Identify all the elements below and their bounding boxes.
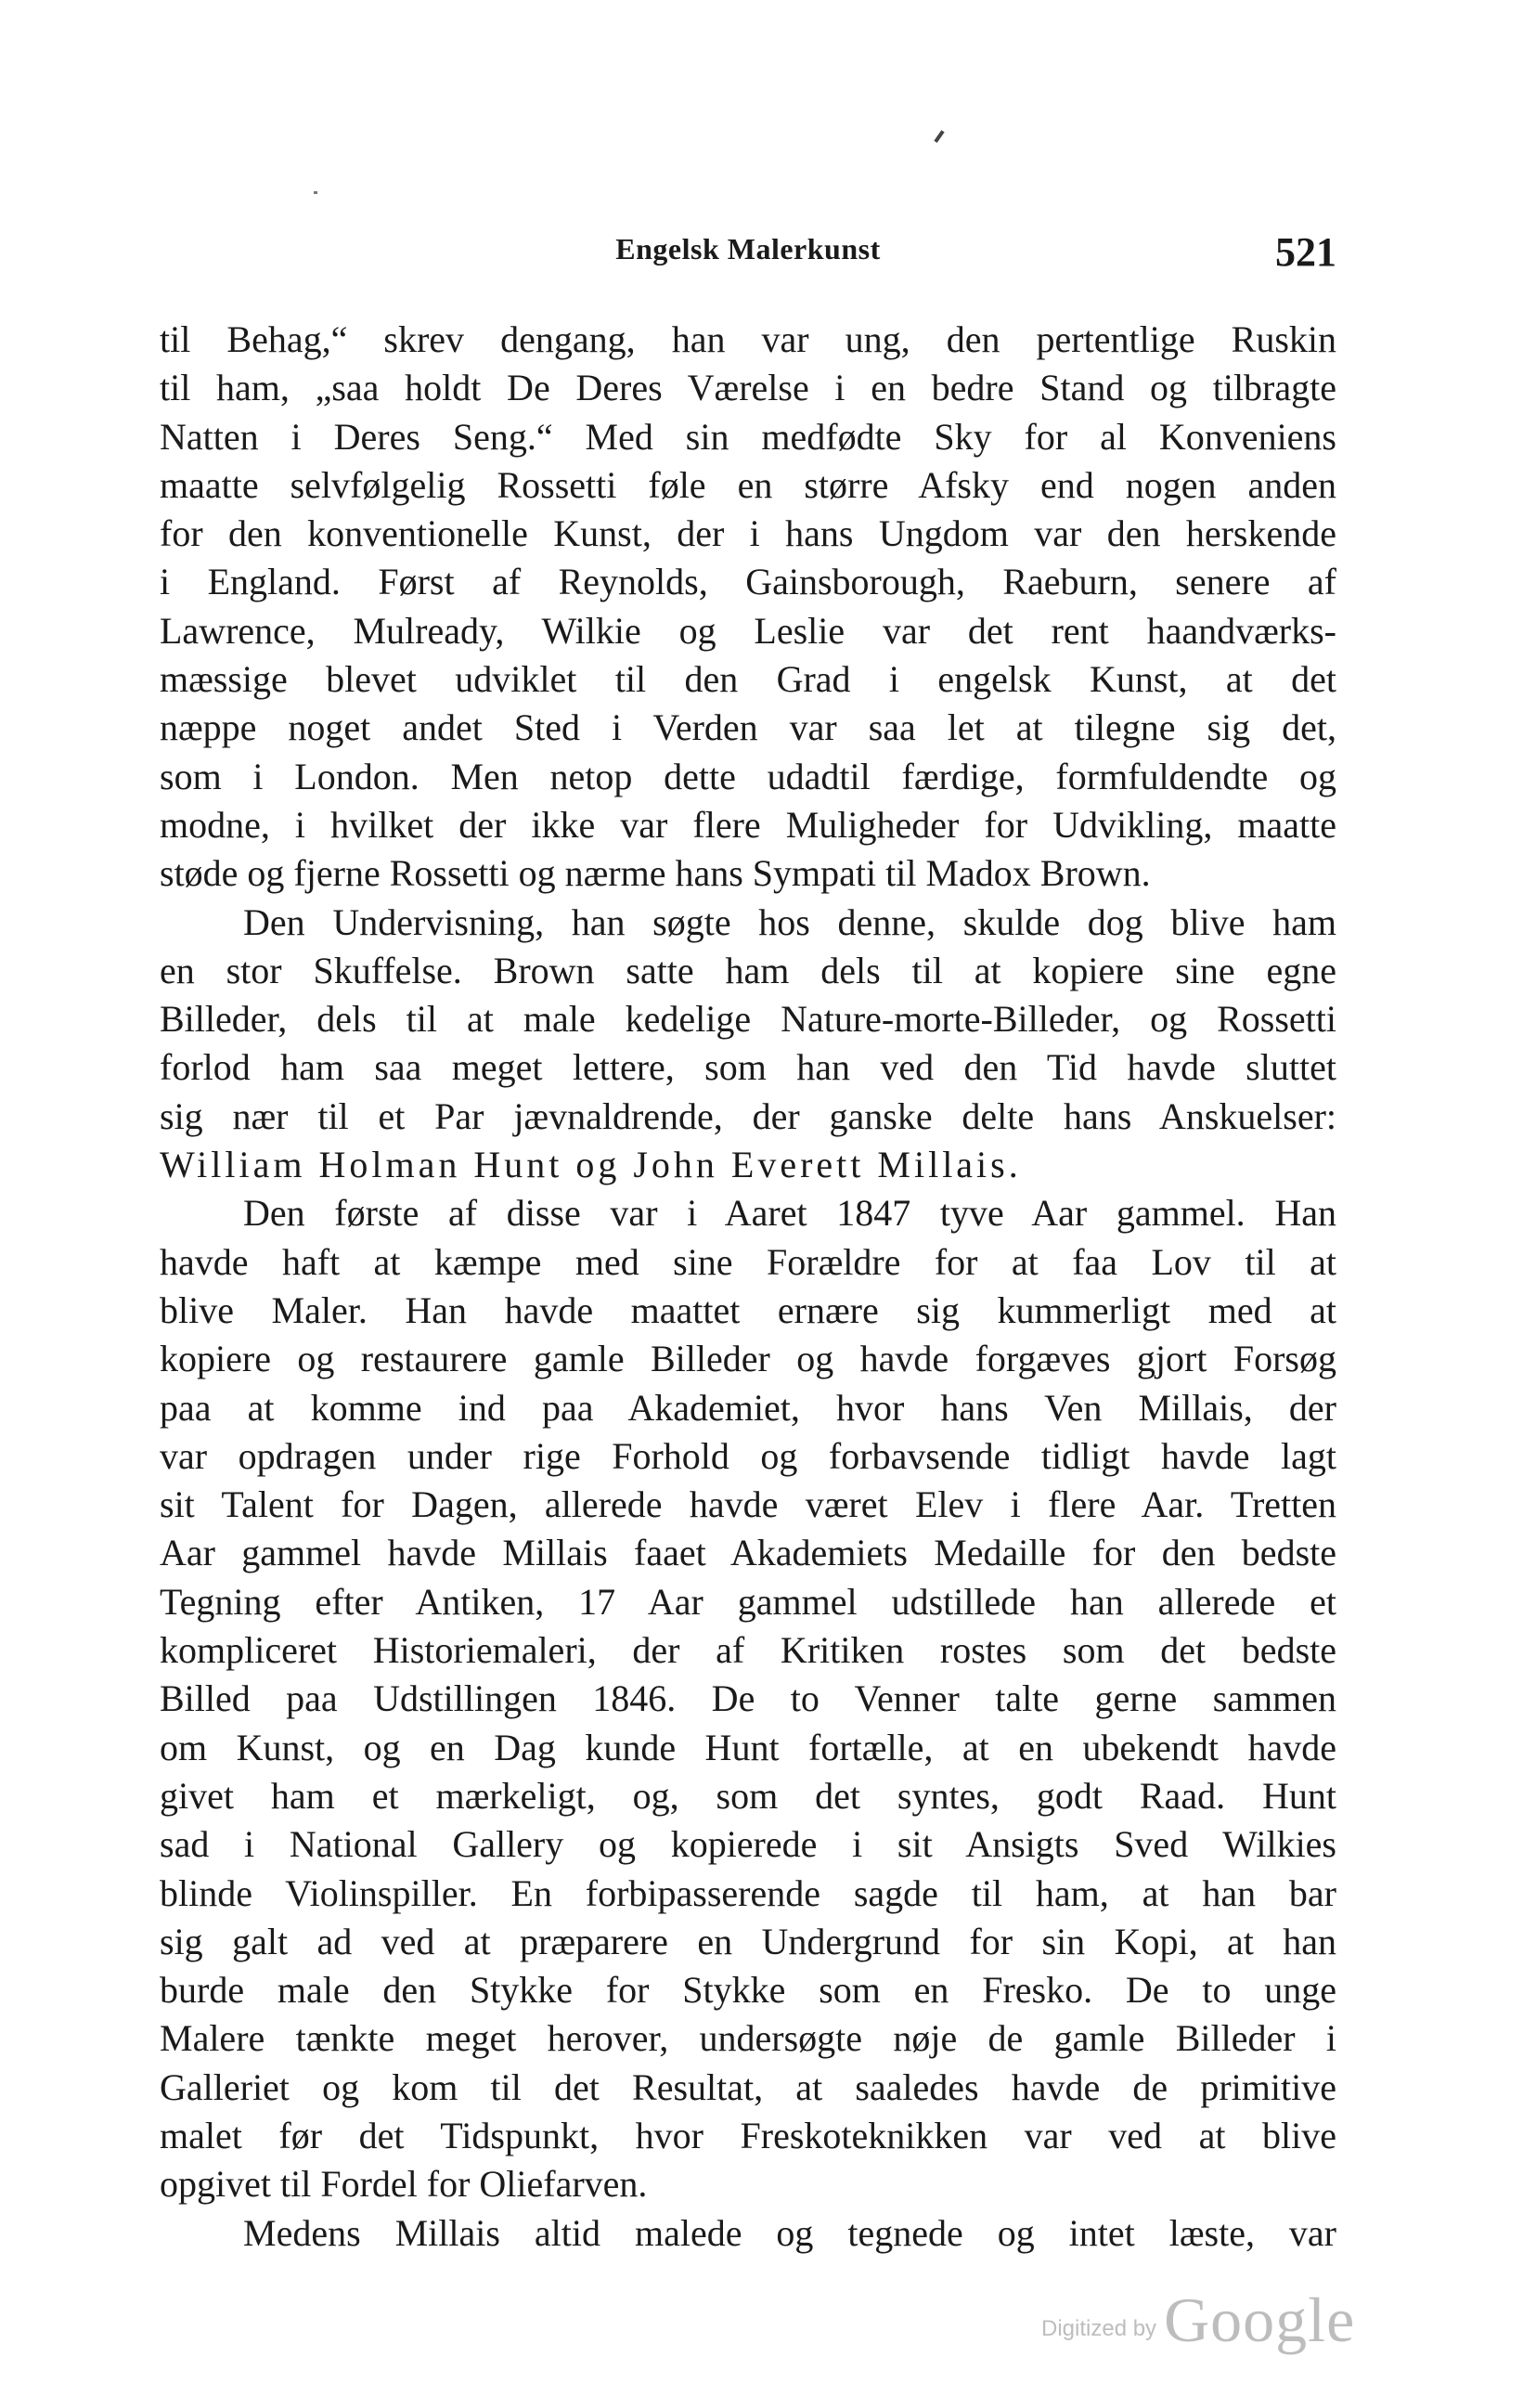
text-line: sig galt ad ved at præparere en Undergrund for sin Kopi, at han — [160, 1920, 1336, 1962]
text-line: Billeder, dels til at male kedelige Nature-morte-Billeder, og Rossetti — [160, 998, 1336, 1041]
text-line: sad i National Gallery og kopierede i sit Ansigts Sved Wilkies — [160, 1823, 1336, 1866]
text-line: til ham, „saa holdt De Deres Værelse i en bedre Stand og tilbragte — [160, 367, 1336, 409]
text-line: kopiere og restaurere gamle Billeder og havde forgæves gjort Forsøg — [160, 1338, 1336, 1380]
text-line: i England. Først af Reynolds, Gainsborough, Raeburn, senere af — [160, 561, 1336, 603]
text-line: forlod ham saa meget lettere, som han ved den Tid havde sluttet — [160, 1046, 1336, 1089]
text-line: kompliceret Historiemaleri, der af Kritiken rostes som det bedste — [160, 1629, 1336, 1672]
text-line: støde og fjerne Rossetti og nærme hans Sympati til Madox Brown. — [160, 852, 1151, 895]
text-line: som i London. Men netop dette udadtil færdige, formfuldendte og — [160, 755, 1336, 797]
text-line: Natten i Deres Seng.“ Med sin medfødte Sky for al Konveniens — [160, 415, 1336, 458]
text-line: malet før det Tidspunkt, hvor Freskoteknikken var ved at blive — [160, 2114, 1336, 2156]
text-line: William Holman Hunt og John Everett Millais. — [160, 1144, 1022, 1186]
text-line: sit Talent for Dagen, allerede havde været Elev i flere Aar. Tretten — [160, 1483, 1336, 1526]
text-line: havde haft at kæmpe med sine Forældre for at faa Lov til at — [160, 1240, 1336, 1283]
page-header — [160, 228, 1336, 284]
text-line: Tegning efter Antiken, 17 Aar gammel udstillede han allerede et — [160, 1580, 1336, 1623]
text-line: til Behag,“ skrev dengang, han var ung, den pertentlige Ruskin — [160, 318, 1336, 360]
stray-dot-mark — [314, 191, 317, 194]
watermark-prefix: Digitized by — [1041, 2316, 1157, 2341]
text-line: paa at komme ind paa Akademiet, hvor hans Ven Millais, der — [160, 1386, 1336, 1429]
text-line: om Kunst, og en Dag kunde Hunt fortælle, at en ubekendt havde — [160, 1726, 1336, 1768]
text-line: en stor Skuffelse. Brown satte ham dels til at kopiere sine egne — [160, 949, 1336, 991]
text-line: Den Undervisning, han søgte hos denne, skulde dog blive ham — [243, 900, 1336, 943]
text-line: givet ham et mærkeligt, og, som det syntes, godt Raad. Hunt — [160, 1774, 1336, 1817]
text-line: Den første af disse var i Aaret 1847 tyve Aar gammel. Han — [243, 1192, 1336, 1235]
text-line: opgivet til Fordel for Oliefarven. — [160, 2163, 648, 2206]
text-line: mæssige blevet udviklet til den Grad i engelsk Kunst, at det — [160, 658, 1336, 701]
text-line: burde male den Stykke for Stykke som en Fresko. De to unge — [160, 1969, 1336, 2012]
text-line: var opdragen under rige Forhold og forbavsende tidligt havde lagt — [160, 1434, 1336, 1477]
text-line: Malere tænkte meget herover, undersøgte nøje de gamle Billeder i — [160, 2017, 1336, 2060]
text-line: maatte selvfølgelig Rossetti føle en større Afsky end nogen anden — [160, 463, 1336, 506]
text-line: Billed paa Udstillingen 1846. De to Venner talte gerne sammen — [160, 1677, 1336, 1720]
stray-pen-mark — [934, 130, 944, 143]
body-text — [160, 316, 1336, 2258]
text-line: for den konventionelle Kunst, der i hans Ungdom var den herskende — [160, 512, 1336, 555]
text-line: Medens Millais altid malede og tegnede og intet læste, var — [243, 2211, 1336, 2254]
page-number: 521 — [1275, 229, 1336, 275]
text-line: blinde Violinspiller. En forbipasserende sagde til ham, at han bar — [160, 1871, 1336, 1914]
google-logo: Google — [1164, 2285, 1356, 2355]
text-line: sig nær til et Par jævnaldrende, der ganske delte hans Anskuelser: — [160, 1094, 1336, 1137]
running-title: Engelsk Malerkunst — [615, 232, 881, 265]
digitization-watermark — [1041, 2284, 1356, 2358]
text-line: Lawrence, Mulready, Wilkie og Leslie var det rent haandværks- — [160, 609, 1336, 652]
text-line: Aar gammel havde Millais faaet Akademiets Medaille for den bedste — [160, 1532, 1336, 1574]
text-line: blive Maler. Han havde maattet ernære sig kummerligt med at — [160, 1288, 1336, 1331]
text-line: modne, i hvilket der ikke var flere Muligheder for Udvikling, maatte — [160, 803, 1336, 846]
text-line: Galleriet og kom til det Resultat, at saaledes havde de primitive — [160, 2065, 1336, 2108]
text-line: næppe noget andet Sted i Verden var saa let at tilegne sig det, — [160, 706, 1336, 749]
